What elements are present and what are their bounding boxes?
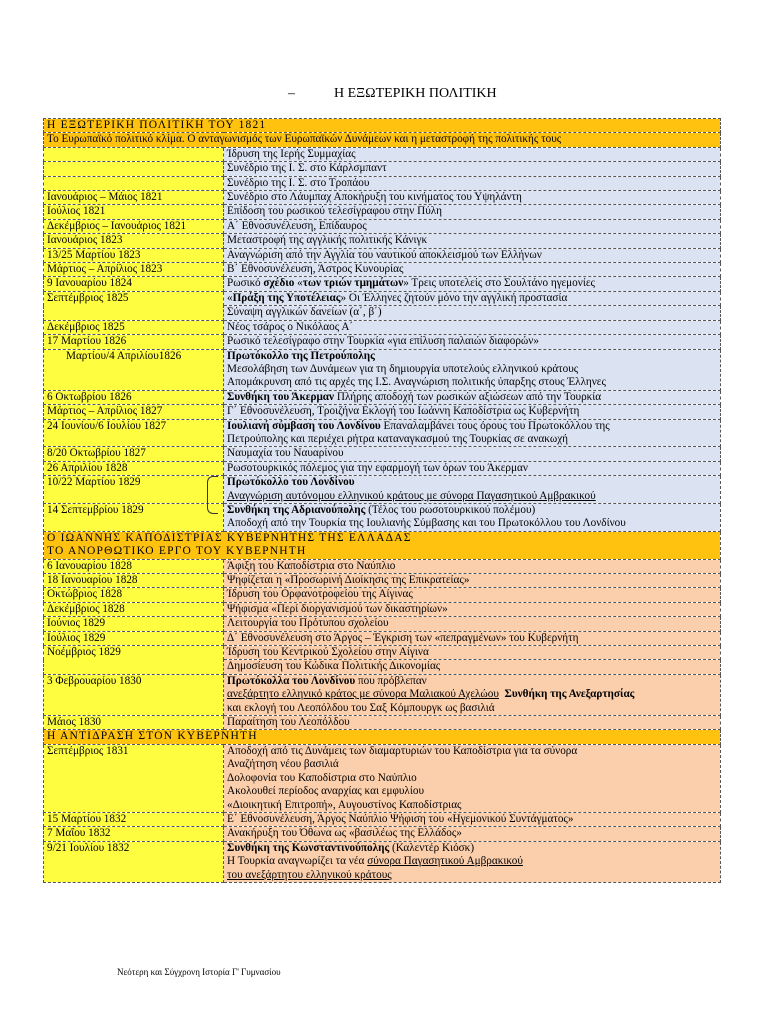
table-row: Μάρτιος – Απρίλιος 1827 Γ΄ Εθνοσυνέλευση, Τροιζήνα Εκλογή του Ιωάννη Καποδίστρια ως Κυβερνήτη [44,405,721,419]
section-header [44,119,721,133]
table-row: Ιανουάριος 1823 Μεταστροφή της αγγλικής πολιτικής Κάνιγκ [44,234,721,248]
table-row: 17 Μαρτίου 1826 Ρωσικό τελεσίγραφο στην Τουρκία «για επίλυση παλαιών διαφορών» [44,335,721,349]
table-row: 18 Ιανουαρίου 1828 Ψηφίζεται η «Προσωρινή Διοίκησις της Επικρατείας» [44,574,721,588]
section3-title: Η ΑΝΤΙΔΡΑΣΗ ΣΤΟΝ ΚΥΒΕΡΝΗΤΗ [44,730,721,744]
section2-title: Ο ΙΩΑΝΝΗΣ ΚΑΠΟΔΙΣΤΡΙΑΣ ΚΥΒΕΡΝΗΤΗΣ ΤΗΣ ΕΛΛΑΔΑΣ [47,531,412,544]
table-row: Ιούνιος 1829 Λειτουργία του Πρότυπου σχολείου [44,617,721,631]
section-header [44,730,721,744]
table-row: 3 Φεβρουαρίου 1830 Πρωτόκολλα του Λονδίνου που πρόβλεπαν ανεξάρτητο ελληνικό κράτος με σύνορα Μαλιακού Αχελώου Συνθήκη της Ανεξαρτησίας και εκλογή του Λεοπόλδου του Σαξ Κόμπουργκ ως βασιλιά [44,674,721,715]
table-row: Δεκέμβριος 1825 Νέος τσάρος ο Νικόλαος Α΄ [44,320,721,334]
table-row: Νοέμβριος 1829 Ίδρυση του Κεντρικού Σχολείου στην Αίγινα [44,646,721,660]
table-row: 9/21 Ιουλίου 1832 Συνθήκη της Κωνσταντινούπολης (Καλεντέρ Κιόσκ) Η Τουρκία αναγνωρίζει τα νέα σύνορα Παγασητικού Αμβρακικού του ανεξάρτητου ελληνικού κράτους [44,841,721,882]
table-row: Μαρτίου/4 Απριλίου1826 Πρωτόκολλο της Πετρούπολης Μεσολάβηση των Δυνάμεων για τη δημιουργία υποτελούς ελληνικού κράτους Απομάκρυνση από τις αρχές της Ι.Σ. Αναγνώριση πολιτικής ύπαρξης στους Έλληνες [44,349,721,390]
section-header [44,531,721,559]
table-row: Συνέδριο της Ι. Σ. στο Τροπάου [44,176,721,190]
table-row: Δεκέμβριος – Ιανουάριος 1821 Α΄ Εθνοσυνέλευση, Επίδαυρος [44,219,721,233]
table-row: Ίδρυση της Ιερής Συμμαχίας [44,147,721,161]
history-table [43,118,721,883]
bracket-mark [207,476,218,514]
table-row: Οκτώβριος 1828 Ίδρυση του Ορφανοτροφείου της Αίγινας [44,588,721,602]
title-text: Η ΕΞΩΤΕΡΙΚΗ ΠΟΛΙΤΙΚΗ [334,86,497,101]
table-row: Σεπτέμβριος 1825 «Πράξη της Υποτέλειας» Οι Έλληνες ζητούν μόνο την αγγλική προστασία [44,291,721,305]
table-row: 24 Ιουνίου/6 Ιουλίου 1827 Ιουλιανή σύμβαση του Λονδίνου Επαναλαμβάνει τους όρους του Πρωτοκόλλου της Πετρούπολης και περιέχει ρήτρα καταναγκασμού της Τουρκίας σε ανακωχή [44,419,721,447]
table-row: Ιούλιος 1821 Επίδοση του ρωσικού τελεσίγραφου στην Πύλη [44,205,721,219]
table-row: Σύναψη αγγλικών δανείων (α΄, β΄) [44,306,721,320]
table-row: 6 Ιανουαρίου 1828 Άφιξη του Καποδίστρια στο Ναύπλιο [44,559,721,573]
table-row: 7 Μαΐου 1832 Ανακήρυξη του Όθωνα ως «βασιλέως της Ελλάδος» [44,827,721,841]
table-row: Μάρτιος – Απρίλιος 1823 Β΄ Εθνοσυνέλευση, Άστρος Κυνουρίας [44,263,721,277]
table-row: 6 Οκτωβρίου 1826 Συνθήκη του Άκερμαν Πλήρης αποδοχή των ρωσικών αξιώσεων από την Τουρκία [44,390,721,404]
section1-title: Η ΕΞΩΤΕΡΙΚΗ ΠΟΛΙΤΙΚΗ ΤΟΥ 1821 [44,119,721,133]
table-row: 15 Μαρτίου 1832 Ε΄ Εθνοσυνέλευση, Άργος Ναύπλιο Ψήφιση του «Ηγεμονικού Συντάγματος» [44,812,721,826]
section2-subtitle: ΤΟ ΑΝΟΡΘΩΤΙΚΟ ΕΡΓΟ ΤΟΥ ΚΥΒΕΡΝΗΤΗ [47,545,307,558]
section1-subtitle: Το Ευρωπαϊκό πολιτικό κλίμα. Ο ανταγωνισμός των Ευρωπαϊκών Δυνάμεων και η μεταστροφή της πολιτικής τους [44,133,721,147]
table-row: Ιανουάριος – Μάιος 1821 Συνέδριο στο Λάυμπαχ Αποκήρυξη του κινήματος του Υψηλάντη [44,191,721,205]
table-row: Σεπτέμβριος 1831 Αποδοχή από τις Δυνάμεις των διαμαρτυριών του Καποδίστρια για τα σύνορα Αναζήτηση νέου βασιλιά Δολοφονία του Καποδίστρια στο Ναύπλιο Ακολουθεί περίοδος αναρχίας και εμφυλίου «Διοικητική Επιτροπή», Αυγουστίνος Καποδίστριας [44,744,721,812]
page-footer: Νεότερη και Σύγχρονη Ιστορία Γ' Γυμνασίου [117,967,281,977]
table-row: 26 Απριλίου 1828 Ρωσοτουρκικός πόλεμος για την εφαρμογή των όρων του Άκερμαν [44,461,721,475]
table-row: 9 Ιανουαρίου 1824 Ρωσικό σχέδιο «των τριών τμημάτων» Τρεις υποτελείς στο Σουλτάνο ηγεμονίες [44,277,721,291]
table-row: Ιούλιος 1829 Δ΄ Εθνοσυνέλευση στο Άργος – Έγκριση των «πεπραγμένων» του Κυβερνήτη [44,631,721,645]
table-row: 13/25 Μαρτίου 1823 Αναγνώριση από την Αγγλία του ναυτικού αποκλεισμού των Ελλήνων [44,248,721,262]
section-subheader [44,133,721,147]
table-row: Συνέδριο της Ι. Σ. στο Κάρλσμπαντ [44,162,721,176]
table-row: 8/20 Οκτωβρίου 1827 Ναυμαχία του Ναυαρίνου [44,447,721,461]
title-dash: – [288,86,295,101]
table-row: 10/22 Μαρτίου 1829 Πρωτόκολλο του Λονδίνου Αναγνώριση αυτόνομου ελληνικού κράτους με σύνορα Παγασητικού Αμβρακικού [44,476,721,504]
table-row: Δημοσίευση του Κώδικα Πολιτικής Δικονομίας [44,660,721,674]
table-row: Μάιος 1830 Παραίτηση του Λεοπόλδου [44,716,721,730]
table-row: Δεκέμβριος 1828 Ψήφισμα «Περί διοργανισμού των δικαστηρίων» [44,602,721,616]
table-row: 14 Σεπτεμβρίου 1829 Συνθήκη της Αδριανούπολης (Τέλος του ρωσοτουρκικού πολέμου) Αποδοχή από την Τουρκία της Ιουλιανής Σύμβασης και του Πρωτοκόλλου του Λονδίνου [44,503,721,531]
